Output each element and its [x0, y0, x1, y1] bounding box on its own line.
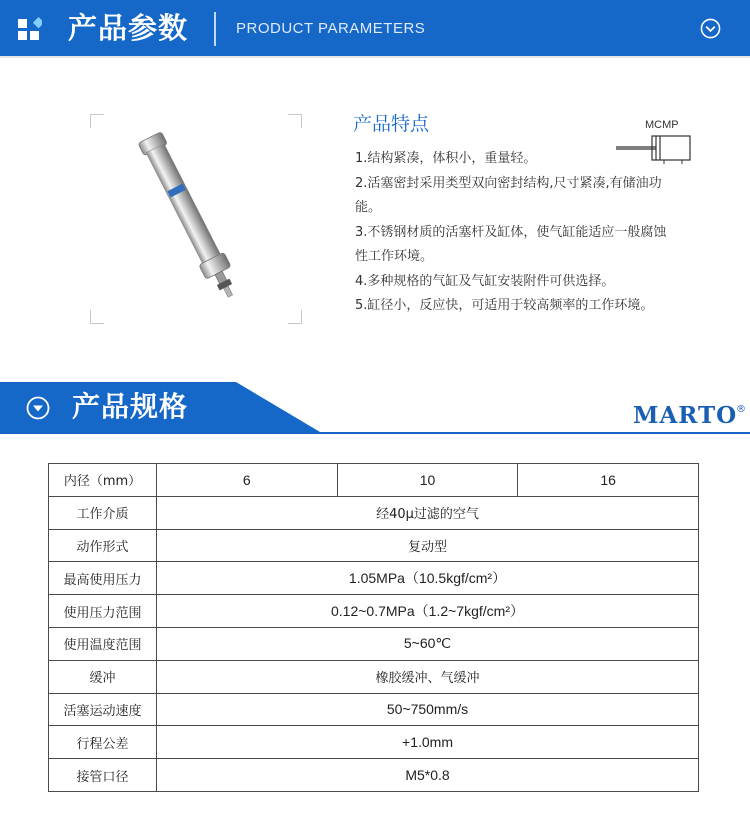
spec-key-cell: 工作介质 [49, 496, 157, 529]
spec-key-cell: 活塞运动速度 [49, 693, 157, 726]
spec-value-cell: 1.05MPa（10.5kgf/cm²） [157, 562, 699, 595]
specifications-underline [0, 432, 750, 434]
feature-item: 5.缸径小，反应快，可适用于较高频率的工作环境。 [355, 298, 654, 313]
spec-key-cell: 使用压力范围 [49, 595, 157, 628]
header-underline [0, 56, 750, 58]
table-row [49, 464, 699, 497]
cylinder-image [90, 114, 302, 324]
spec-table [48, 463, 699, 792]
feature-item: 性工作环境。 [355, 249, 434, 264]
table-row [49, 660, 699, 693]
spec-value-cell: 复动型 [157, 529, 699, 562]
specifications-title: 产品规格 [72, 390, 189, 423]
chevron-down-circle-icon[interactable] [700, 18, 721, 39]
parameters-header [0, 0, 750, 56]
feature-item: 3.不锈钢材质的活塞杆及缸体，使气缸能适应一般腐蚀 [355, 224, 667, 240]
cylinder-symbol [612, 116, 696, 166]
spec-key-cell: 接管口径 [49, 759, 157, 792]
bore-label-cell: 内径（mm） [49, 464, 157, 497]
table-row [49, 496, 699, 529]
table-row [49, 693, 699, 726]
specifications-header [0, 382, 750, 432]
brand-logo: MARTO [633, 402, 738, 429]
spec-key-cell: 使用温度范围 [49, 627, 157, 660]
bore-value-cell: 10 [337, 464, 518, 497]
bore-value-cell: 6 [157, 464, 338, 497]
feature-item: 2.活塞密封采用类型双向密封结构,尺寸紧凑,有储油功 [355, 175, 662, 191]
table-row [49, 627, 699, 660]
product-image-frame [90, 114, 302, 324]
table-row [49, 562, 699, 595]
spec-value-cell: 5~60℃ [157, 627, 699, 660]
table-row [49, 726, 699, 759]
grid-icon [18, 17, 42, 41]
spec-value-cell: +1.0mm [157, 726, 699, 759]
table-row [49, 529, 699, 562]
spec-value-cell: 橡胶缓冲、气缓冲 [157, 660, 699, 693]
features-title: 产品特点 [353, 113, 430, 135]
bore-value-cell: 16 [518, 464, 699, 497]
feature-item: 能。 [355, 200, 382, 215]
spec-key-cell: 最高使用压力 [49, 562, 157, 595]
spec-value-cell: M5*0.8 [157, 759, 699, 792]
table-row [49, 759, 699, 792]
spec-value-cell: 0.12~0.7MPa（1.2~7kgf/cm²） [157, 595, 699, 628]
feature-item: 1.结构紧凑，体积小，重量轻。 [355, 151, 537, 166]
spec-value-cell: 50~750mm/s [157, 693, 699, 726]
spec-key-cell: 缓冲 [49, 660, 157, 693]
chevron-down-circle-icon [26, 396, 50, 420]
spec-value-cell: 经40μ过滤的空气 [157, 496, 699, 529]
table-row [49, 595, 699, 628]
parameters-subtitle: PRODUCT PARAMETERS [236, 20, 426, 37]
registered-mark: ® [736, 404, 746, 415]
parameters-title: 产品参数 [68, 11, 189, 45]
spec-key-cell: 动作形式 [49, 529, 157, 562]
cylinder-symbol-icon [612, 134, 696, 164]
cylinder-symbol-label: MCMP [645, 119, 679, 131]
feature-item: 4.多种规格的气缸及气缸安装附件可供选择。 [355, 273, 615, 289]
spec-key-cell: 行程公差 [49, 726, 157, 759]
features-list [355, 147, 707, 319]
header-divider [214, 12, 216, 46]
